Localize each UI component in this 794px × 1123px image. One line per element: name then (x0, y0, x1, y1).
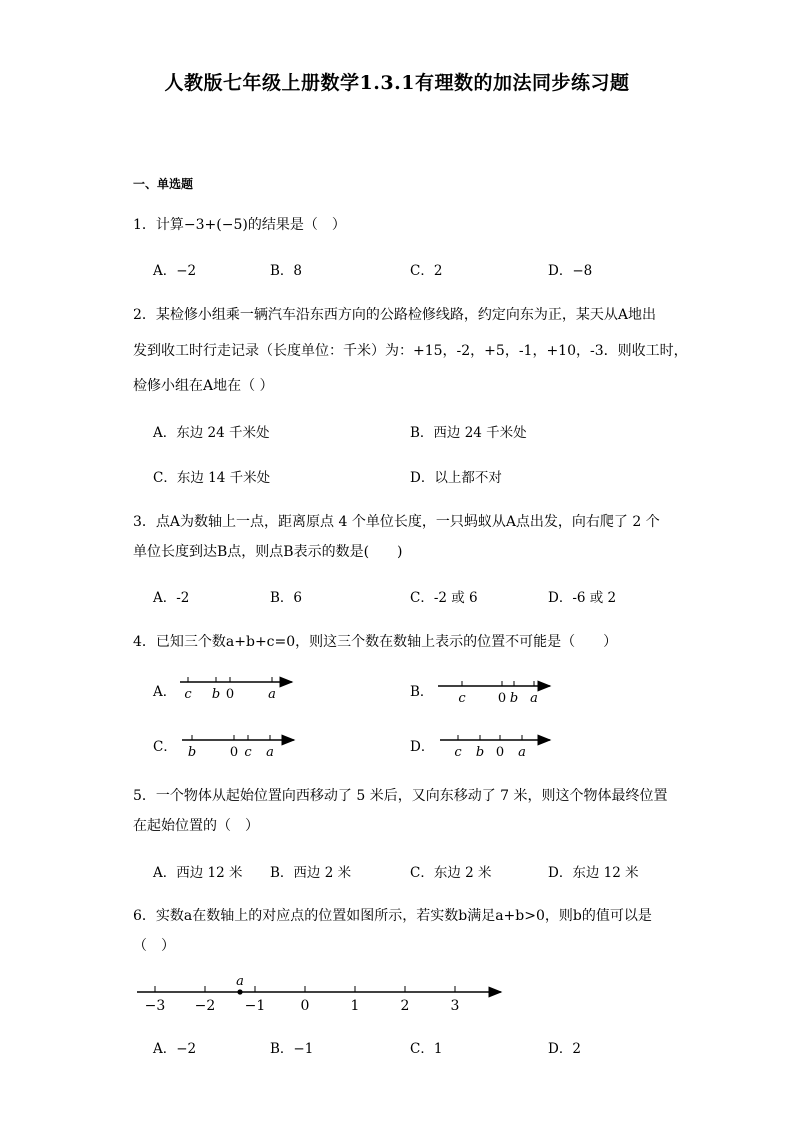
q5-stem-line2: 在起始位置的（ ） (133, 818, 259, 834)
q2-option-b: B．西边 24 千米处 (410, 425, 527, 441)
q4-option-a-letter: A． (153, 684, 177, 700)
q3-stem-line1: 3．点A为数轴上一点，距离原点 4 个单位长度，一只蚂蚁从A点出发，向右爬了 2 个 (133, 514, 660, 530)
q4d-label-a: a (518, 745, 526, 760)
q2-stem-line1: 2．某检修小组乘一辆汽车沿东西方向的公路检修线路，约定向东为正，某天从A地出 (133, 307, 657, 323)
q6-tick-label: 1 (350, 998, 360, 1014)
q4-option-c-numberline (180, 728, 310, 768)
q6-tick-label: 3 (450, 998, 460, 1014)
q6-option-b: B．−1 (270, 1041, 314, 1057)
q2-option-d: D．以上都不对 (410, 470, 502, 486)
q4-option-d-numberline (438, 728, 568, 768)
q1-option-a: A．−2 (153, 263, 197, 279)
q6-option-a: A．−2 (153, 1041, 197, 1057)
q3-option-b: B．6 (270, 590, 303, 606)
q6-stem-line2: （ ） (133, 938, 175, 954)
q4-option-b-letter: B． (410, 684, 434, 700)
q6-numberline (133, 972, 513, 1022)
q4-option-a-numberline (178, 670, 308, 710)
q4d-label-zero: 0 (495, 745, 505, 760)
q5-option-b: B．西边 2 米 (270, 865, 352, 881)
q4b-label-b: b (509, 691, 519, 706)
q4d-label-b: b (475, 745, 485, 760)
q4a-label-zero: 0 (225, 687, 235, 702)
q1-option-b: B．8 (270, 263, 303, 279)
q1-option-c: C．2 (410, 263, 443, 279)
q4d-label-c: c (454, 745, 462, 760)
q6-stem-line1: 6．实数a在数轴上的对应点的位置如图所示，若实数b满足a+b>0，则b的值可以是 (133, 908, 652, 924)
q6-point-label: a (236, 974, 244, 989)
q3-stem-line2: 单位长度到达B点，则点B表示的数是( ) (133, 544, 403, 560)
q4-option-c-letter: C． (153, 739, 177, 755)
q5-option-c: C．东边 2 米 (410, 865, 492, 881)
q5-stem-line1: 5．一个物体从起始位置向西移动了 5 米后，又向东移动了 7 米，则这个物体最终位置 (133, 788, 668, 804)
q3-option-a: A．-2 (153, 590, 190, 606)
q4c-label-zero: 0 (229, 745, 239, 760)
q1-option-d: D．−8 (548, 263, 593, 279)
q6-tick-label: 2 (400, 998, 410, 1014)
q6-point-a (237, 989, 242, 994)
q2-option-c: C．东边 14 千米处 (153, 470, 271, 486)
q4b-label-a: a (530, 691, 538, 706)
page-title: 人教版七年级上册数学1.3.1有理数的加法同步练习题 (164, 72, 630, 94)
q6-option-c: C．1 (410, 1041, 443, 1057)
q3-option-c: C．-2 或 6 (410, 590, 478, 606)
q6-tick-label: −2 (194, 998, 216, 1014)
q4-option-b-numberline (436, 674, 566, 714)
q4c-label-c: c (244, 745, 252, 760)
q4b-label-c: c (458, 691, 466, 706)
q2-stem-line3: 检修小组在A地在（ ） (133, 378, 274, 394)
q5-option-d: D．东边 12 米 (548, 865, 639, 881)
q4-stem: 4．已知三个数a+b+c=0，则这三个数在数轴上表示的位置不可能是（ ） (133, 634, 618, 650)
q1-stem: 1．计算−3+(−5)的结果是（ ） (133, 217, 346, 233)
q6-tick-label: −1 (244, 998, 266, 1014)
q4-option-d-letter: D． (410, 739, 435, 755)
q4b-label-zero: 0 (497, 691, 507, 706)
q6-tick-label: 0 (300, 998, 310, 1014)
q5-option-a: A．西边 12 米 (153, 865, 243, 881)
q2-stem-line2: 发到收工时行走记录（长度单位：千米）为：+15，-2，+5，-1，+10，-3．则收工时， (133, 343, 688, 359)
q4a-label-c: c (184, 687, 192, 702)
q2-option-a: A．东边 24 千米处 (153, 425, 270, 441)
q6-tick-label: −3 (144, 998, 166, 1014)
q3-option-d: D．-6 或 2 (548, 590, 617, 606)
q4c-label-a: a (266, 745, 274, 760)
q4a-label-a: a (268, 687, 276, 702)
q4c-label-b: b (187, 745, 197, 760)
q4a-label-b: b (211, 687, 221, 702)
q6-option-d: D．2 (548, 1041, 581, 1057)
section-heading: 一、单选题 (133, 177, 194, 191)
